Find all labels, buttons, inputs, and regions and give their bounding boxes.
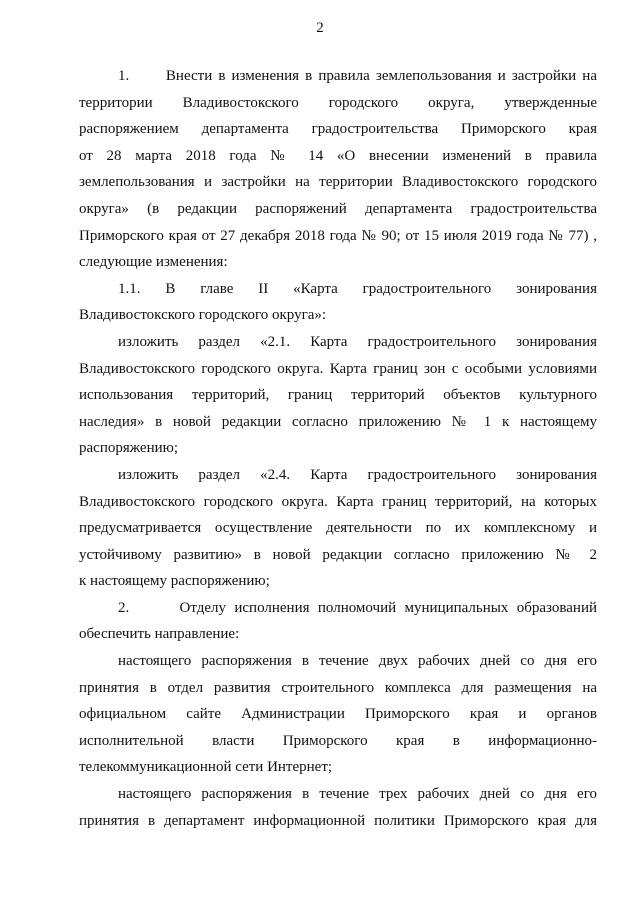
text-line: Владивостокского городского округа. Карта границ зон с особыми условиями [79,360,597,377]
text-line: устойчивому развитию» в новой редакции согласно приложению № 2 [79,546,597,563]
text-line: Владивостокского городского округа. Карта границ территорий, на которых [79,493,597,510]
text-line: Приморского края от 27 декабря 2018 года № 90; от 15 июля 2019 года № 77) , [79,227,597,244]
text-line: использования территорий, границ территорий объектов культурного [79,387,597,404]
text-line: от 28 марта 2018 года № 14 «О внесении изменений в правила [79,147,597,164]
text-line: предусматривается осуществление деятельности по их комплексному и [79,520,597,537]
text-line: изложить раздел «2.1. Карта градостроительного зонирования [118,333,597,350]
text-line: изложить раздел «2.4. Карта градостроительного зонирования [118,466,597,483]
paragraph [79,462,597,595]
text-line: официальном сайте Администрации Приморского края и органов [79,706,597,723]
text-line: следующие изменения: [79,254,228,271]
text-line: настоящего распоряжения в течение двух рабочих дней со дня его [118,653,597,670]
text-line: настоящего распоряжения в течение трех рабочих дней со дня его [118,786,597,803]
text-line: распоряжением департамента градостроительства Приморского края [79,121,597,138]
paragraph [79,276,597,329]
paragraph [79,781,597,834]
text-line: округа» (в редакции распоряжений департамента градостроительства [79,200,597,217]
text-line: к настоящему распоряжению; [79,573,270,590]
text-line: распоряжению; [79,440,178,457]
text-line: принятия в департамент информационной политики Приморского края для [79,812,597,829]
text-line: 2. Отделу исполнения полномочий муниципальных образований [118,599,597,616]
text-line: принятия в отдел развития строительного комплекса для размещения на [79,679,597,696]
text-line: обеспечить направление: [79,626,240,643]
paragraph [79,63,597,276]
text-line: землепользования и застройки на территории Владивостокского городского [79,174,597,191]
text-line: 1. Внести в изменения в правила землепользования и застройки на [118,68,597,84]
text-line: территории Владивостокского городского округа, утвержденные [79,94,597,111]
paragraph [79,648,597,781]
text-line: Владивостокского городского округа»: [79,307,327,324]
text-line: исполнительной власти Приморского края в информационно- [79,732,597,749]
paragraph [79,329,597,462]
text-line: телекоммуникационной сети Интернет; [79,759,333,776]
page-number: 2 [316,20,324,36]
paragraph [79,595,597,648]
text-line: наследия» в новой редакции согласно приложению № 1 к настоящему [79,413,597,430]
text-line: 1.1. В главе II «Карта градостроительного зонирования [118,280,597,297]
document-body [79,63,597,834]
